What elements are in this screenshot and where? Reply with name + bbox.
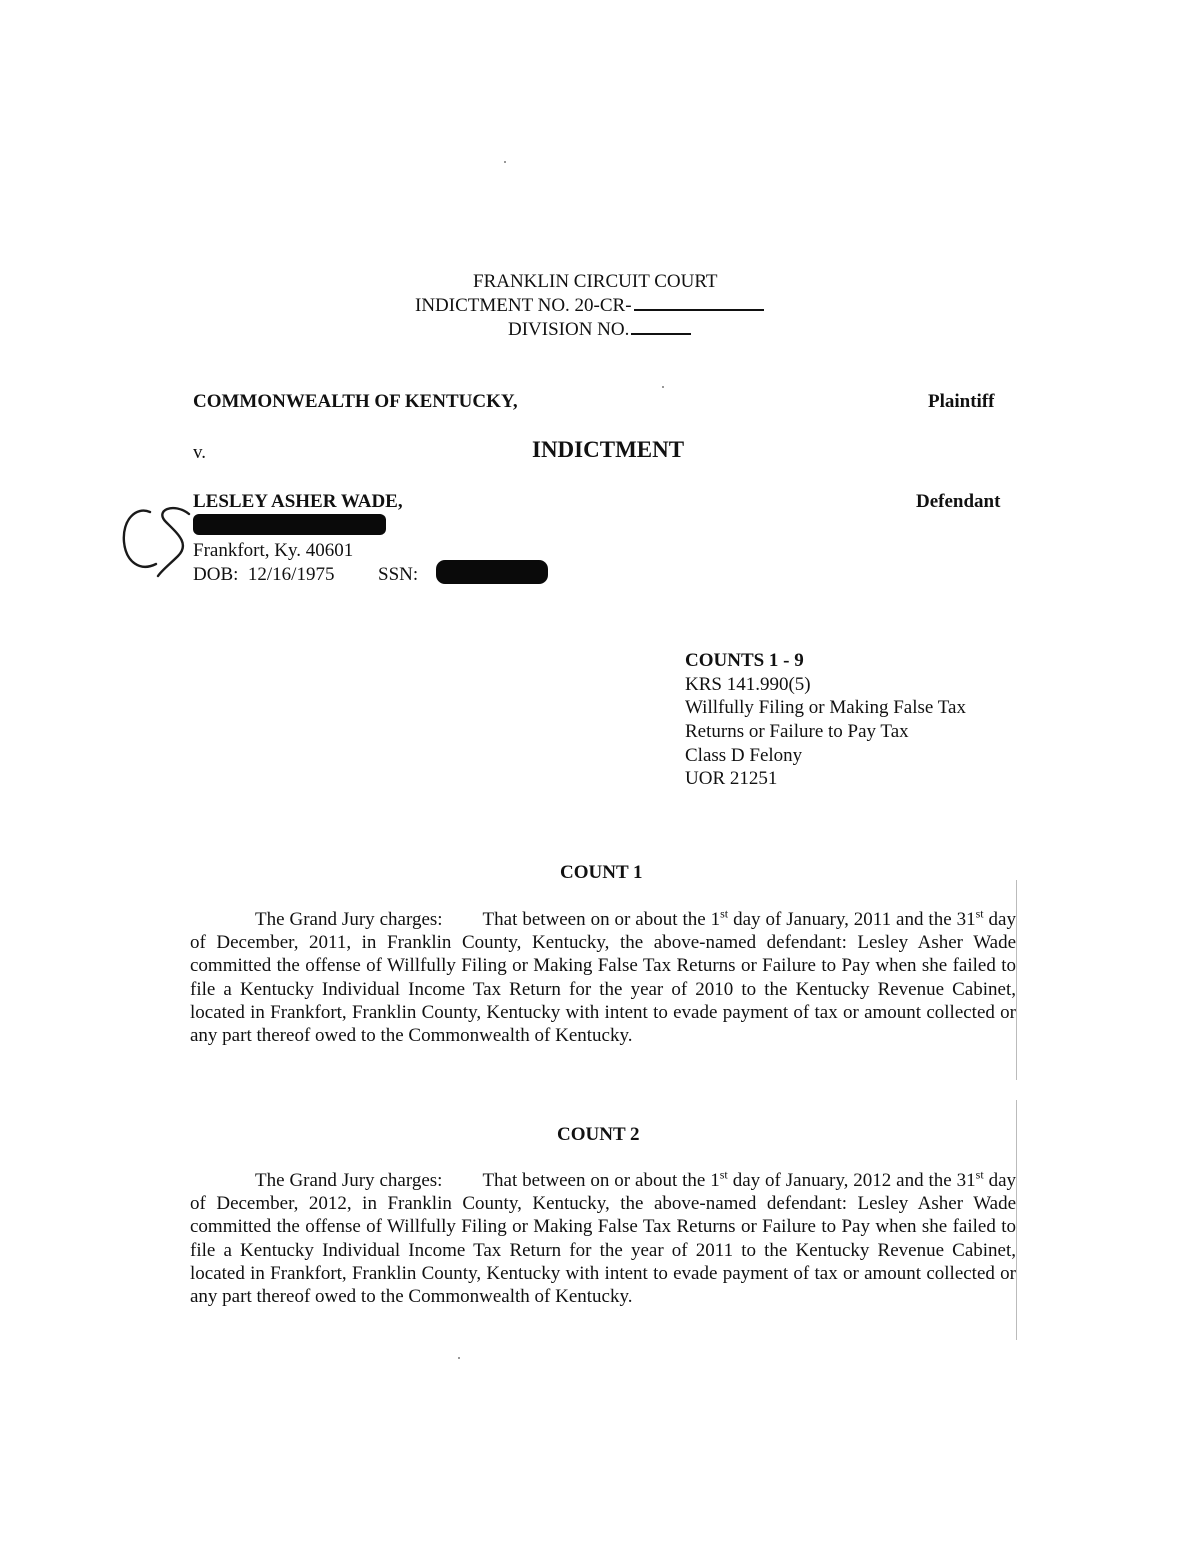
count-text-part: That between on or about the 1 [482, 1170, 720, 1191]
scan-speck [662, 386, 664, 388]
redacted-ssn [436, 560, 548, 584]
count-text-part: day of January, 2011 and the 31 [728, 909, 976, 930]
offense-line-1: Willfully Filing or Making False Tax [685, 697, 966, 718]
ordinal-suffix: st [720, 906, 729, 921]
statute: KRS 141.990(5) [685, 674, 811, 695]
count-paragraph [190, 1169, 1016, 1308]
dob-value: 12/16/1975 [247, 564, 335, 585]
dob-line [193, 563, 334, 587]
versus: v. [193, 442, 207, 463]
defendant-city: Frankfort, Ky. 40601 [193, 540, 354, 561]
defendant-role: Defendant [916, 491, 1001, 512]
division-number-label: DIVISION NO. [508, 319, 630, 340]
count-heading: COUNT 1 [560, 862, 643, 883]
indictment-number [415, 294, 764, 318]
ssn-label: SSN: [378, 564, 419, 585]
ordinal-suffix: st [975, 906, 984, 921]
division-number-blank [631, 331, 691, 335]
counts-range: COUNTS 1 - 9 [685, 650, 804, 671]
scan-edge-line [1016, 1100, 1017, 1340]
count-intro: The Grand Jury charges: [255, 1170, 443, 1191]
count-text-part: day of December, 2012, in Franklin County, Kentucky, the above-named defendant: Lesley Asher Wade committed the offense of Willfully Filing or Making False Tax Returns or Failure to Pay when she failed to file a Kentucky Individual Income Tax Return for the year of 2011 to the Kentucky Revenue Cabinet, located in Frankfort, Franklin County, Kentucky with intent to evade payment of tax or amount collected or any part thereof owed to the Commonwealth of Kentucky. [190, 1170, 1017, 1308]
ordinal-suffix: st [975, 1167, 984, 1182]
felony-class: Class D Felony [685, 745, 803, 766]
document-title: INDICTMENT [532, 437, 685, 462]
defendant-name: LESLEY ASHER WADE, [193, 491, 403, 512]
count-text-part: That between on or about the 1 [482, 909, 721, 930]
redacted-address [193, 514, 386, 535]
court-name: FRANKLIN CIRCUIT COURT [473, 271, 718, 292]
uor-code: UOR 21251 [685, 768, 778, 789]
indictment-number-blank [634, 307, 764, 311]
plaintiff-name: COMMONWEALTH OF KENTUCKY, [193, 391, 518, 412]
count-text-part: day of December, 2011, in Franklin County, Kentucky, the above-named defendant: Lesley Asher Wade committed the offense of Willfully Filing or Making False Tax Returns or Failure to Pay when she failed to file a Kentucky Individual Income Tax Return for the year of 2010 to the Kentucky Revenue Cabinet, located in Frankfort, Franklin County, Kentucky with intent to evade payment of tax or amount collected or any part thereof owed to the Commonwealth of Kentucky. [190, 909, 1016, 1047]
division-number [508, 318, 691, 342]
scan-speck [458, 1357, 460, 1359]
ordinal-suffix: st [719, 1167, 728, 1182]
scan-speck [504, 161, 506, 163]
handwritten-initials [110, 498, 200, 580]
plaintiff-role: Plaintiff [928, 391, 995, 412]
count-intro: The Grand Jury charges: [255, 909, 443, 930]
indictment-number-label: INDICTMENT NO. 20-CR- [415, 295, 632, 316]
offense-line-2: Returns or Failure to Pay Tax [685, 721, 909, 742]
scan-edge-line [1016, 880, 1017, 1080]
count-paragraph [190, 908, 1016, 1047]
dob-label: DOB: [193, 564, 239, 585]
count-heading: COUNT 2 [557, 1124, 640, 1145]
count-text-part: day of January, 2012 and the 31 [727, 1170, 976, 1191]
